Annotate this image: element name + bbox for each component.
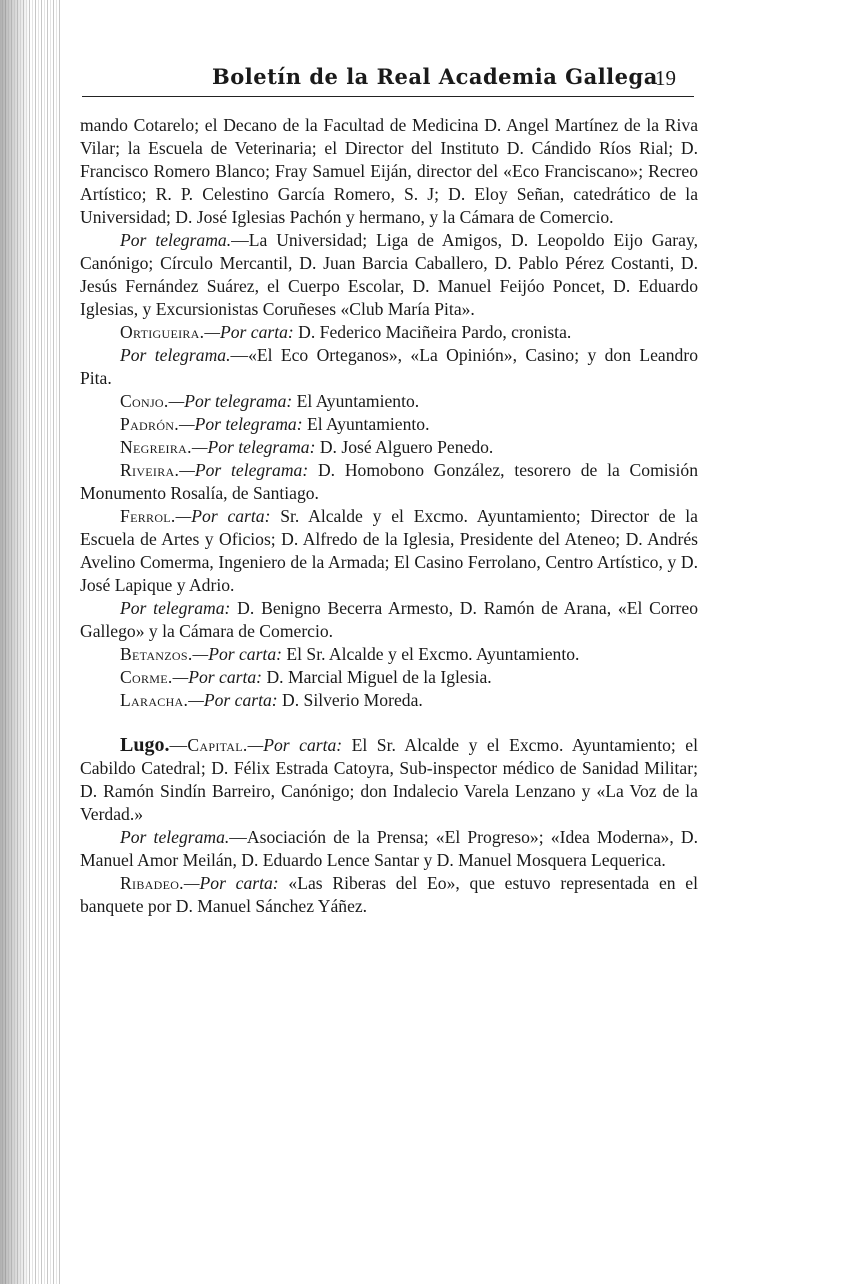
paragraph: Por telegrama.—Asociación de la Prensa; «El Progreso»; «Idea Moderna», D. Manuel Amor Meilán, D. Eduardo Lence Santar y D. Manuel Mosquera Lequerica. <box>80 827 698 870</box>
paragraph: Padrón.—Por telegrama: El Ayuntamiento. <box>120 414 430 434</box>
paragraph: Ortigueira.—Por carta: D. Federico Maciñeira Pardo, cronista. <box>120 322 572 342</box>
paragraph: Betanzos.—Por carta: El Sr. Alcalde y el Excmo. Ayuntamiento. <box>120 644 580 664</box>
paragraph: Laracha.—Por carta: D. Silverio Moreda. <box>120 690 423 710</box>
paragraph: Corme.—Por carta: D. Marcial Miguel de la Iglesia. <box>120 667 492 687</box>
book-spine-edge <box>0 0 30 1284</box>
section-lugo: Lugo.—Capital.—Por carta: El Sr. Alcalde y el Excmo. Ayuntamiento; el Cabildo Catedral; D. Félix Estrada Catoyra, Sub-inspector médico de Sanidad Militar; D. Ramón Sindín Barreiro, Canónigo; don Indalecio Varela Lenzano y «La Voz de la Verdad.» <box>80 734 699 824</box>
paragraph: Negreira.—Por telegrama: D. José Alguero Penedo. <box>120 437 494 457</box>
paragraph-continuation: mando Cotarelo; el Decano de la Facultad de Medicina D. Angel Martínez de la Riva Vilar; la Escuela de Veterinaria; el Director del Instituto D. Cándido Ríos Rial; D. Francisco Romero Blanco; Fray Samuel Eiján, director del «Eco Franciscano»; Recreo Artístico; R. P. Celestino García Romero, S. J; D. Eloy Señan, catedrático de la Universidad; D. José Iglesias Pachón y hermano, y la Cámara de Comercio. <box>80 115 698 227</box>
paragraph: Ferrol.—Por carta: Sr. Alcalde y el Excmo. Ayuntamiento; Director de la Escuela de Artes y Oficios; D. Alfredo de la Iglesia, Presidente del Ateneo; D. Andrés Avelino Comerma, Ingeniero de la Armada; El Casino Ferrolano, Centro Artístico, y D. José Lapique y Adrio. <box>80 506 698 595</box>
page-number: 19 <box>655 66 676 90</box>
paragraph: Conjo.—Por telegrama: El Ayuntamiento. <box>120 391 420 411</box>
paragraph: Por telegrama.—«El Eco Orteganos», «La Opinión», Casino; y don Leandro Pita. <box>80 345 698 388</box>
page-body <box>80 114 698 918</box>
paragraph: Ribadeo.—Por carta: «Las Riberas del Eo», que estuvo representada en el banquete por D. Manuel Sánchez Yáñez. <box>80 873 698 916</box>
paragraph: Por telegrama: D. Benigno Becerra Armesto, D. Ramón de Arana, «El Correo Gallego» y la Cámara de Comercio. <box>80 598 698 641</box>
running-header <box>82 62 694 97</box>
section-gap <box>80 712 698 734</box>
paragraph: Por telegrama.—La Universidad; Liga de Amigos, D. Leopoldo Eijo Garay, Canónigo; Círculo Mercantil, D. Juan Barcia Caballero, D. Pablo Pérez Costanti, D. Jesús Fernández Suárez, el Cuerpo Escolar, D. Manuel Feijóo Poncet, D. Eduardo Iglesias, y Excursionistas Coruñeses «Club María Pita». <box>80 230 698 319</box>
journal-title: Boletín de la Real Academia Gallega <box>212 64 658 89</box>
paragraph: Riveira.—Por telegrama: D. Homobono González, tesorero de la Comisión Monumento Rosalía, de Santiago. <box>80 460 698 503</box>
